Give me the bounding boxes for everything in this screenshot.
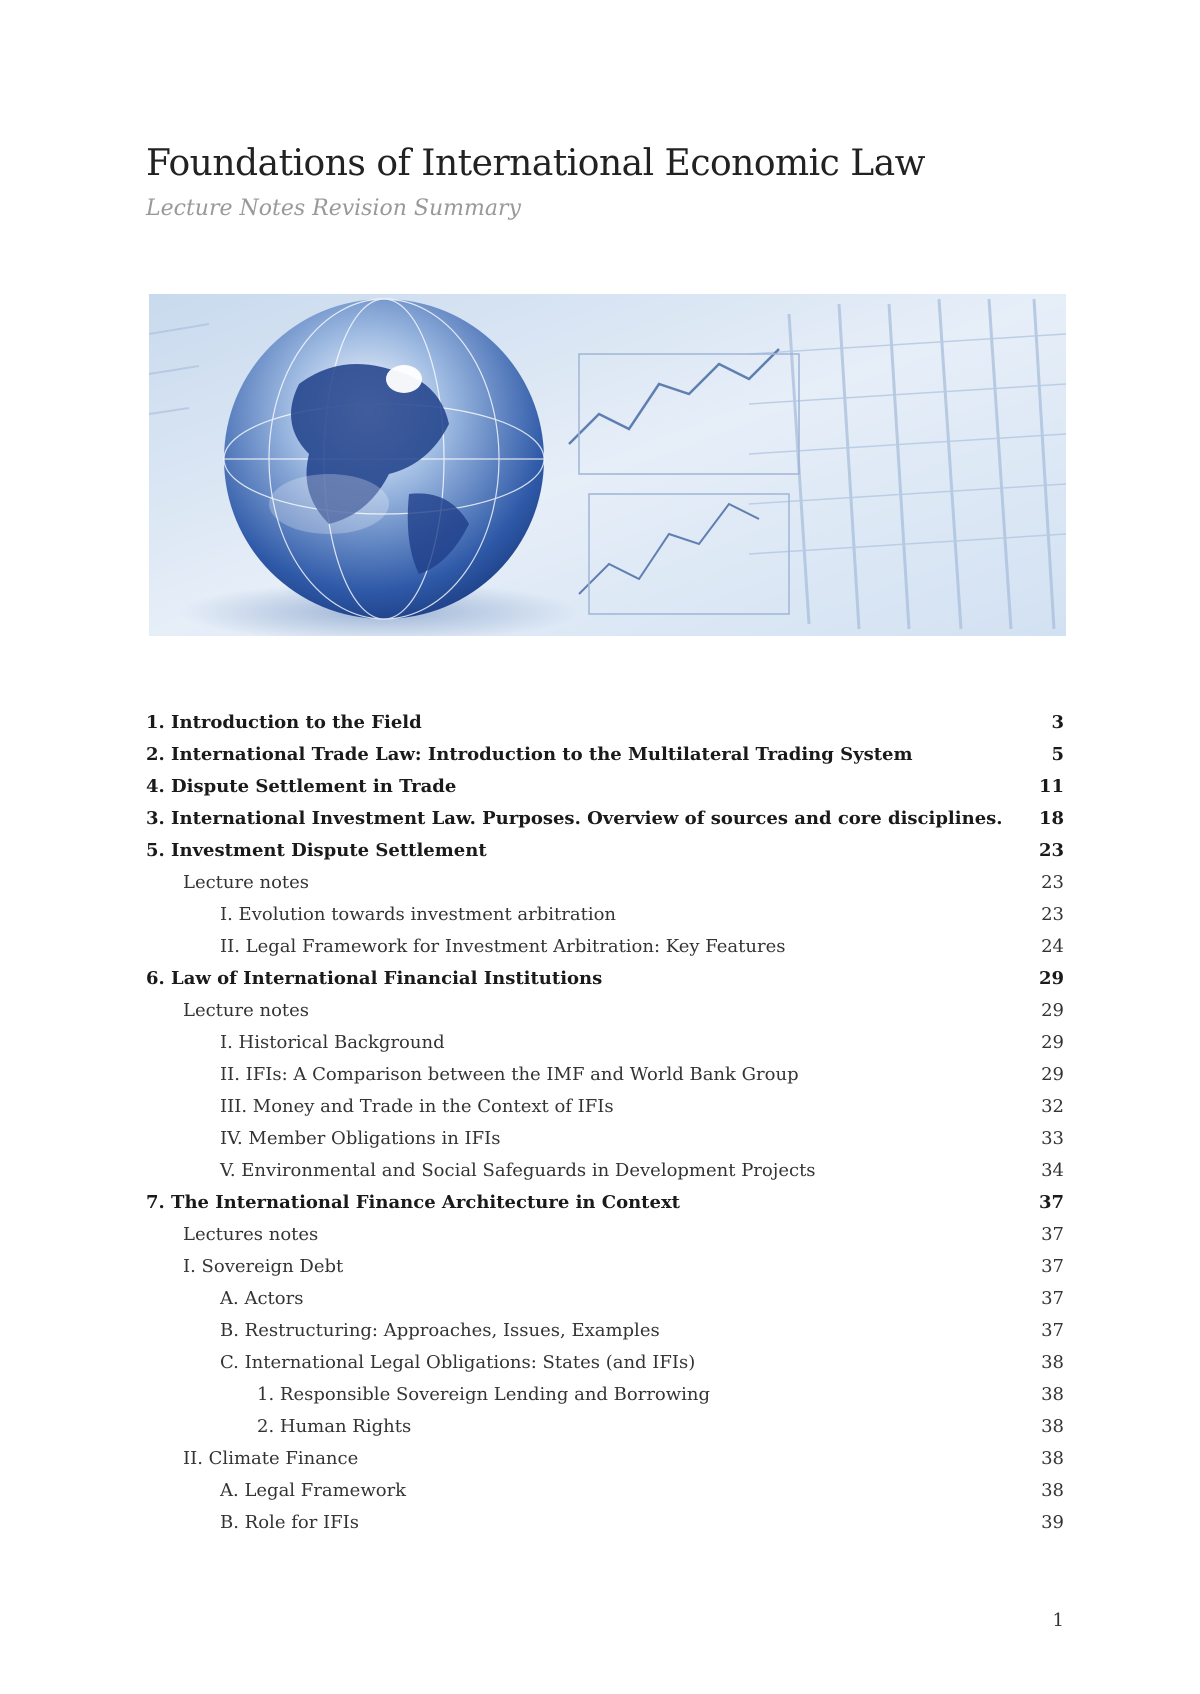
- toc-entry-page: 23: [1041, 904, 1064, 925]
- toc-entry[interactable]: [146, 1155, 1064, 1187]
- toc-entry[interactable]: [146, 1379, 1064, 1411]
- toc-entry[interactable]: [146, 931, 1064, 963]
- toc-entry[interactable]: [146, 1475, 1064, 1507]
- toc-entry-page: 23: [1041, 872, 1064, 893]
- toc-entry-page: 38: [1041, 1416, 1064, 1437]
- toc-entry-page: 18: [1038, 808, 1064, 829]
- toc-entry-page: 37: [1041, 1256, 1064, 1277]
- hero-image: [149, 294, 1066, 636]
- toc-entry-page: 37: [1041, 1224, 1064, 1245]
- toc-entry-label: 7. The International Finance Architecture in Context: [146, 1192, 680, 1213]
- toc-entry[interactable]: [146, 1507, 1064, 1539]
- toc-entry-label: I. Historical Background: [220, 1032, 445, 1053]
- toc-entry-label: B. Restructuring: Approaches, Issues, Examples: [220, 1320, 660, 1341]
- toc-entry-label: 6. Law of International Financial Institutions: [146, 968, 603, 989]
- toc-entry[interactable]: [146, 1027, 1064, 1059]
- toc-entry[interactable]: [146, 1411, 1064, 1443]
- document-title: Foundations of International Economic Law: [146, 143, 925, 184]
- toc-entry-label: II. Climate Finance: [183, 1448, 359, 1469]
- toc-entry-page: 32: [1041, 1096, 1064, 1117]
- toc-entry-label: Lecture notes: [183, 1000, 310, 1021]
- toc-entry-label: V. Environmental and Social Safeguards in Development Projects: [220, 1160, 816, 1181]
- toc-entry-page: 37: [1038, 1192, 1064, 1213]
- toc-entry-label: IV. Member Obligations in IFIs: [220, 1128, 501, 1149]
- toc-entry-page: 3: [1051, 712, 1064, 733]
- toc-entry-page: 29: [1041, 1000, 1064, 1021]
- toc-entry-label: B. Role for IFIs: [220, 1512, 359, 1533]
- toc-entry-page: 24: [1041, 936, 1064, 957]
- toc-entry-page: 38: [1041, 1384, 1064, 1405]
- toc-entry[interactable]: [146, 771, 1064, 803]
- toc-entry-page: 11: [1038, 776, 1064, 797]
- toc-entry-label: Lectures notes: [183, 1224, 319, 1245]
- toc-entry-label: I. Evolution towards investment arbitration: [220, 904, 616, 925]
- toc-entry-label: I. Sovereign Debt: [183, 1256, 344, 1277]
- table-of-contents: [146, 707, 1064, 1539]
- toc-entry-label: A. Actors: [220, 1288, 304, 1309]
- toc-entry-label: 5. Investment Dispute Settlement: [146, 840, 487, 861]
- toc-entry[interactable]: [146, 1347, 1064, 1379]
- toc-entry[interactable]: [146, 1187, 1064, 1219]
- toc-entry-page: 29: [1041, 1064, 1064, 1085]
- toc-entry-page: 29: [1041, 1032, 1064, 1053]
- toc-entry[interactable]: [146, 1123, 1064, 1155]
- toc-entry-label: 4. Dispute Settlement in Trade: [146, 776, 457, 797]
- toc-entry[interactable]: [146, 963, 1064, 995]
- toc-entry-label: A. Legal Framework: [220, 1480, 407, 1501]
- toc-entry-page: 38: [1041, 1480, 1064, 1501]
- toc-entry-page: 23: [1038, 840, 1064, 861]
- toc-entry[interactable]: [146, 899, 1064, 931]
- toc-entry[interactable]: [146, 1283, 1064, 1315]
- toc-entry[interactable]: [146, 1443, 1064, 1475]
- toc-entry-page: 37: [1041, 1320, 1064, 1341]
- toc-entry[interactable]: [146, 1315, 1064, 1347]
- toc-entry-label: 1. Introduction to the Field: [146, 712, 422, 733]
- toc-entry-label: 2. Human Rights: [257, 1416, 412, 1437]
- toc-entry-page: 39: [1041, 1512, 1064, 1533]
- toc-entry-page: 38: [1041, 1352, 1064, 1373]
- toc-entry[interactable]: [146, 1251, 1064, 1283]
- toc-entry-label: II. IFIs: A Comparison between the IMF and World Bank Group: [220, 1064, 799, 1085]
- globe-newspaper-illustration: [149, 294, 1066, 636]
- toc-entry[interactable]: [146, 867, 1064, 899]
- document-subtitle: Lecture Notes Revision Summary: [146, 196, 521, 221]
- toc-entry[interactable]: [146, 995, 1064, 1027]
- toc-entry-page: 34: [1041, 1160, 1064, 1181]
- toc-entry-label: C. International Legal Obligations: States (and IFIs): [220, 1352, 696, 1373]
- toc-entry[interactable]: [146, 1059, 1064, 1091]
- toc-entry[interactable]: [146, 707, 1064, 739]
- toc-entry[interactable]: [146, 739, 1064, 771]
- toc-entry-page: 38: [1041, 1448, 1064, 1469]
- toc-entry-label: 2. International Trade Law: Introduction to the Multilateral Trading System: [146, 744, 913, 765]
- toc-entry-label: II. Legal Framework for Investment Arbitration: Key Features: [220, 936, 786, 957]
- toc-entry-page: 37: [1041, 1288, 1064, 1309]
- toc-entry-page: 29: [1038, 968, 1064, 989]
- toc-entry[interactable]: [146, 1219, 1064, 1251]
- toc-entry-label: Lecture notes: [183, 872, 310, 893]
- toc-entry-label: 1. Responsible Sovereign Lending and Borrowing: [257, 1384, 711, 1405]
- toc-entry[interactable]: [146, 1091, 1064, 1123]
- toc-entry[interactable]: [146, 835, 1064, 867]
- page-number: 1: [1052, 1610, 1064, 1631]
- toc-entry-label: III. Money and Trade in the Context of IFIs: [220, 1096, 614, 1117]
- toc-entry-page: 5: [1051, 744, 1064, 765]
- toc-entry[interactable]: [146, 803, 1064, 835]
- toc-entry-label: 3. International Investment Law. Purposes. Overview of sources and core disciplines.: [146, 808, 1003, 829]
- toc-entry-page: 33: [1041, 1128, 1064, 1149]
